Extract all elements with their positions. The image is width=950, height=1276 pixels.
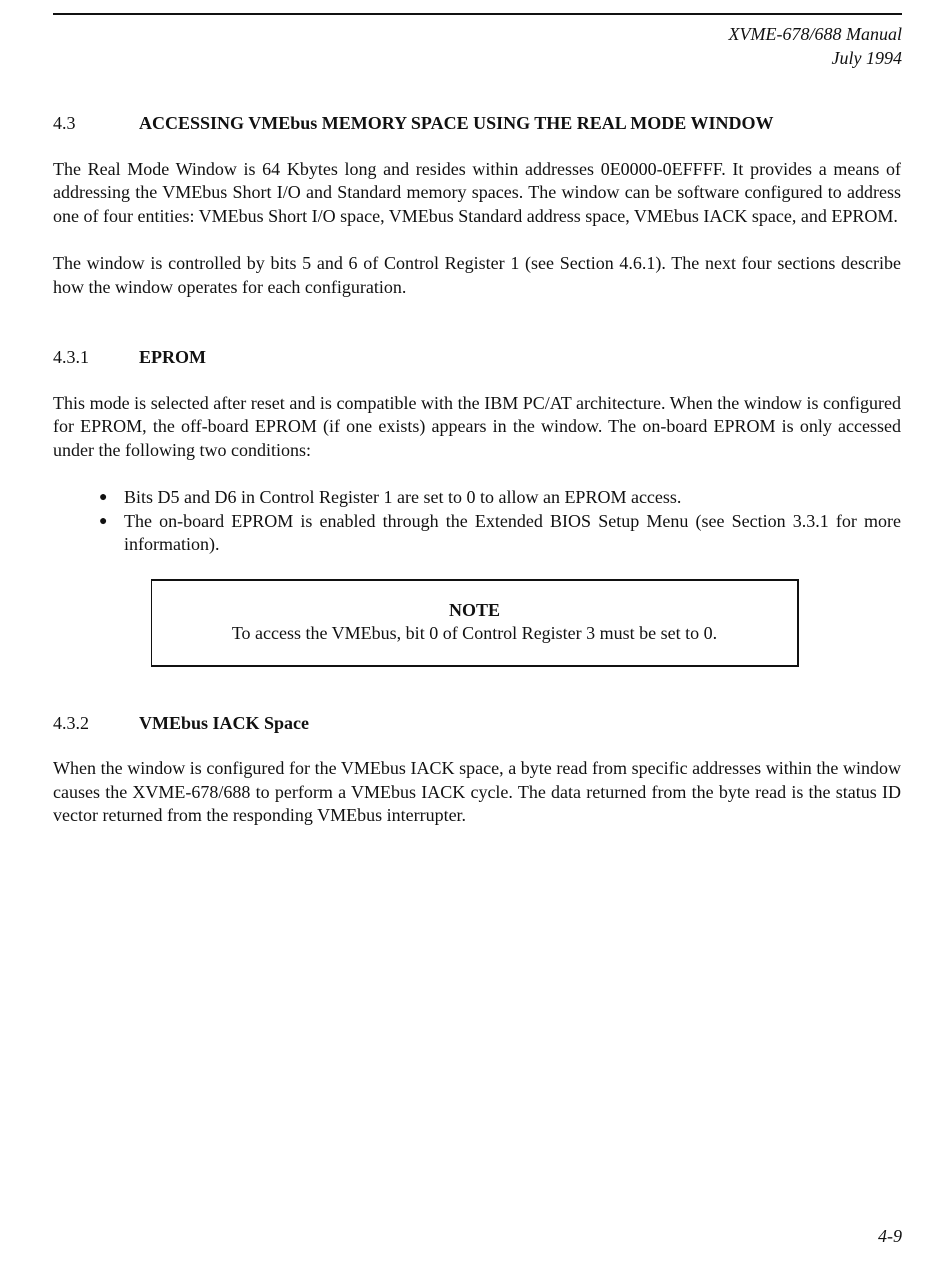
section-4-3-heading <box>53 112 901 136</box>
section-title: ACCESSING VMEbus MEMORY SPACE USING THE REAL MODE WINDOW <box>139 113 774 133</box>
page-number: 4-9 <box>878 1226 902 1246</box>
section-4-3-1-heading <box>53 346 901 370</box>
bullet-icon: ● <box>99 513 108 529</box>
header-doc-title: XVME-678/688 Manual <box>728 24 902 44</box>
list-item <box>99 510 901 557</box>
condition-list <box>53 486 901 557</box>
top-rule <box>53 13 902 15</box>
section-title: EPROM <box>139 347 206 367</box>
section-4-3-paragraph-1: The Real Mode Window is 64 Kbytes long and resides within addresses 0E0000-0EFFFF. It provides a means of addressing the VMEbus Short I/O and Standard memory spaces. The window can be software configured to address one of four entities: VMEbus Short I/O space, VMEbus Standard address space, VMEbus IACK space, and EPROM. <box>53 158 901 226</box>
section-number: 4.3.1 <box>53 347 89 367</box>
note-title: NOTE <box>448 599 500 620</box>
section-4-3-2-heading <box>53 712 901 736</box>
list-item-text: The on-board EPROM is enabled through the Extended BIOS Setup Menu (see Section 3.3.1 for more information). <box>124 510 901 554</box>
section-number: 4.3 <box>53 113 76 133</box>
note-text: To access the VMEbus, bit 0 of Control Register 3 must be set to 0. <box>231 623 718 643</box>
note-box <box>151 579 799 667</box>
page-content <box>53 110 901 828</box>
section-number: 4.3.2 <box>53 712 89 733</box>
section-4-3-paragraph-2: The window is controlled by bits 5 and 6 of Control Register 1 (see Section 4.6.1). The next four sections describe how the window operates for each configuration. <box>53 253 901 297</box>
section-title: VMEbus IACK Space <box>139 712 310 733</box>
bullet-icon: ● <box>99 490 108 505</box>
running-header <box>729 22 902 70</box>
section-4-3-2-paragraph-1: When the window is configured for the VMEbus IACK space, a byte read from specific addresses within the window causes the XVME-678/688 to perform a VMEbus IACK cycle. The data returned from the byte read is the status ID vector returned from the responding VMEbus interrupter. <box>53 758 901 825</box>
list-item-text: Bits D5 and D6 in Control Register 1 are set to 0 to allow an EPROM access. <box>124 487 682 507</box>
section-4-3-1-paragraph-1: This mode is selected after reset and is compatible with the IBM PC/AT architecture. When the window is configured for EPROM, the off-board EPROM (if one exists) appears in the window. The on-board EPROM is only accessed under the following two conditions: <box>53 392 901 460</box>
header-date: July 1994 <box>831 48 902 68</box>
list-item <box>99 486 901 510</box>
